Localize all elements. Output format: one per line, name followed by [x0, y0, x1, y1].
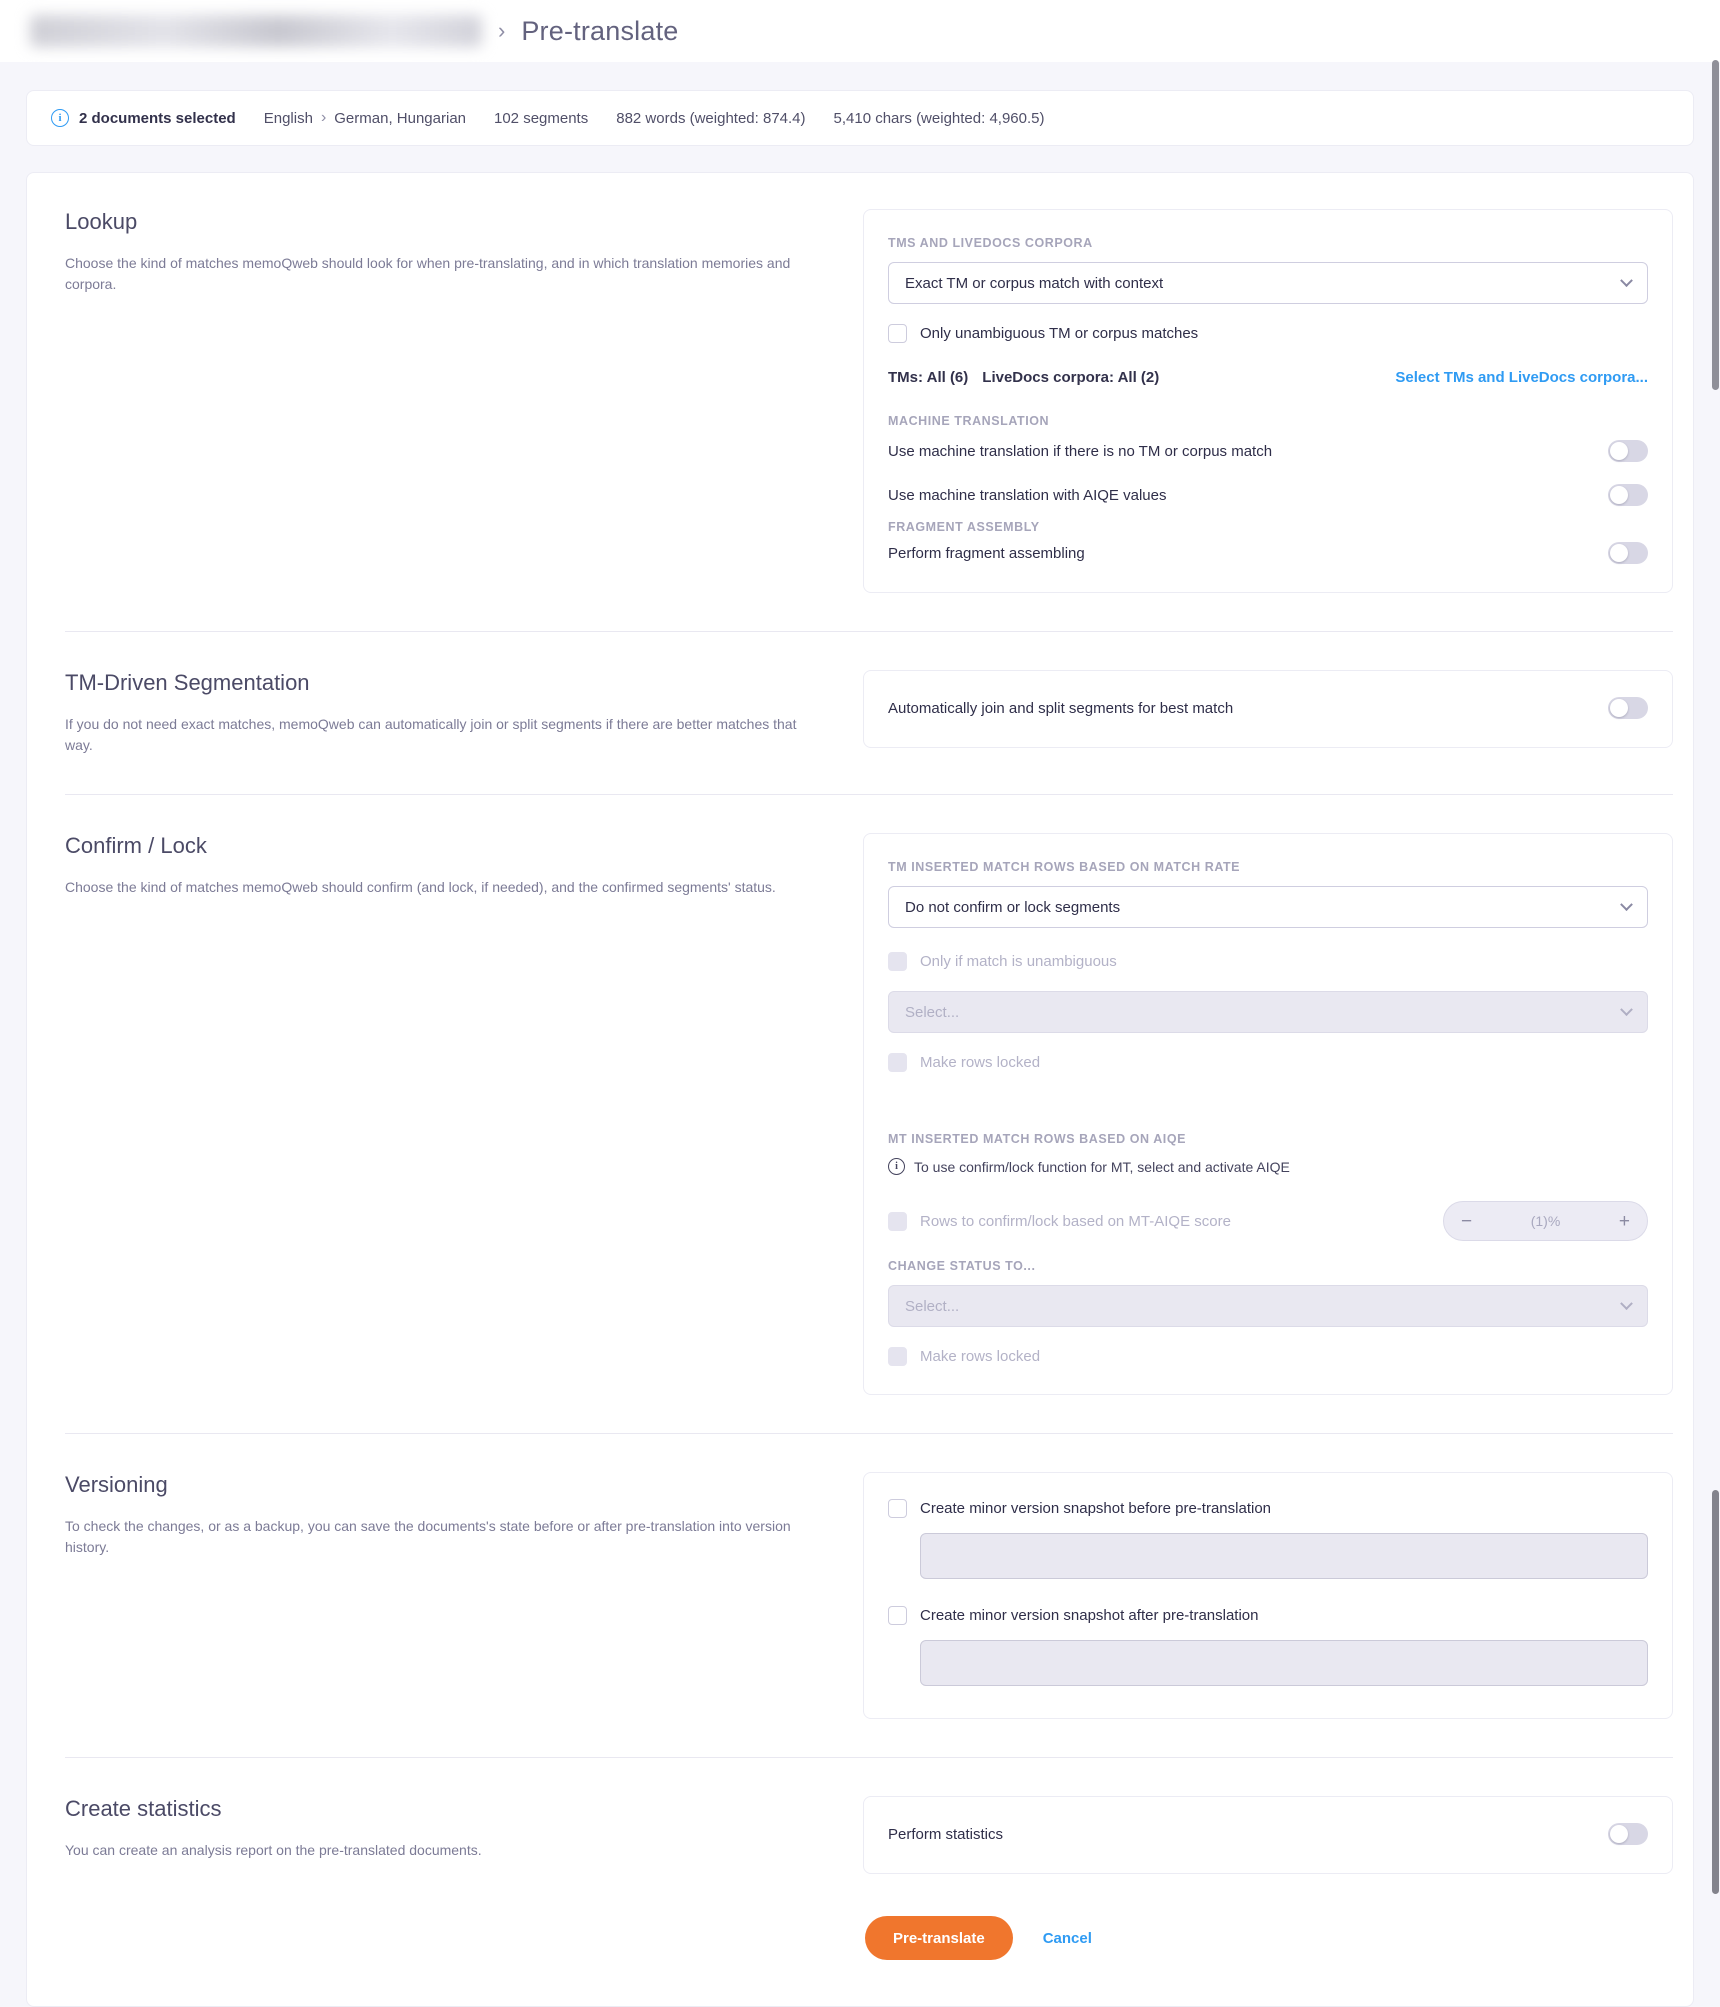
join-split-toggle[interactable] — [1608, 697, 1648, 719]
words-count: 882 words (weighted: 874.4) — [616, 109, 806, 127]
checkbox[interactable] — [888, 1606, 907, 1625]
mt-no-match-toggle[interactable] — [1608, 440, 1648, 462]
top-bar — [0, 0, 1720, 62]
select-tms-link[interactable]: Select TMs and LiveDocs corpora... — [1395, 369, 1648, 386]
versioning-description: To check the changes, or as a backup, you can save the documents's state before or after pre-translation into version history. — [65, 1518, 791, 1555]
mt-aiqe-score-label: Rows to confirm/lock based on MT-AIQE score — [920, 1212, 1231, 1230]
chevron-down-icon — [1620, 274, 1633, 287]
aiqe-score-stepper — [1443, 1201, 1648, 1241]
divider — [65, 794, 1673, 795]
chevron-down-icon — [1620, 1297, 1633, 1310]
actions-row — [865, 1916, 1673, 1960]
checkbox-disabled — [888, 1347, 907, 1366]
checkbox-disabled — [888, 1212, 907, 1231]
snapshot-after-checkbox-row[interactable] — [888, 1606, 1648, 1625]
match-type-select[interactable] — [888, 262, 1648, 304]
confirm-mode-select-value: Do not confirm or lock segments — [905, 898, 1121, 916]
cancel-link[interactable]: Cancel — [1042, 1929, 1092, 1947]
versioning-title: Versioning — [65, 1472, 168, 1497]
chevron-down-icon — [1620, 898, 1633, 911]
documents-selected: 2 documents selected — [79, 109, 236, 127]
only-unambiguous-checkbox-row[interactable] — [888, 324, 1648, 343]
join-split-label: Automatically join and split segments for best match — [888, 699, 1234, 717]
fragment-toggle-label: Perform fragment assembling — [888, 544, 1085, 562]
selection-summary-bar — [26, 90, 1694, 146]
mt-aiqe-label: Use machine translation with AIQE values — [888, 486, 1167, 504]
make-rows-locked-label: Make rows locked — [920, 1054, 1041, 1071]
aiqe-info-text: To use confirm/lock function for MT, select and activate AIQE — [914, 1158, 1290, 1175]
perform-statistics-toggle[interactable] — [1608, 1823, 1648, 1845]
livedocs-summary: LiveDocs corpora: All (2) — [982, 369, 1160, 386]
mt-aiqe-score-row — [888, 1201, 1648, 1241]
checkbox-disabled — [888, 952, 907, 971]
confirm-lock-title: Confirm / Lock — [65, 833, 207, 858]
snapshot-after-name-input — [920, 1640, 1648, 1686]
plus-icon: + — [1618, 1210, 1630, 1232]
lookup-description: Choose the kind of matches memoQweb should look for when pre-translating, and in which translation memories and corpora. — [65, 255, 791, 292]
info-icon: i — [51, 109, 69, 127]
tm-selection-summary-row — [888, 369, 1648, 386]
snapshot-before-label: Create minor version snapshot before pre-translation — [920, 1500, 1272, 1517]
scrollbar-thumb[interactable] — [1712, 60, 1719, 390]
target-languages: German, Hungarian — [334, 109, 466, 127]
snapshot-after-label: Create minor version snapshot after pre-translation — [920, 1607, 1259, 1624]
segments-count: 102 segments — [494, 109, 589, 127]
mt-no-match-toggle-row — [888, 440, 1648, 462]
segmentation-description: If you do not need exact matches, memoQweb can automatically join or split segments if there are better matches that way. — [65, 716, 797, 753]
make-rows-locked-label-2: Make rows locked — [920, 1348, 1041, 1365]
chars-count: 5,410 chars (weighted: 4,960.5) — [833, 109, 1045, 127]
checkbox[interactable] — [888, 324, 907, 343]
confirm-mode-select[interactable] — [888, 886, 1648, 928]
only-unambiguous-label: Only unambiguous TM or corpus matches — [920, 325, 1199, 342]
machine-translation-label: MACHINE TRANSLATION — [888, 414, 1050, 428]
chevron-right-icon: › — [320, 109, 327, 126]
status-select-placeholder: Select... — [905, 1003, 960, 1021]
page-title: Pre-translate — [521, 15, 679, 46]
make-rows-locked-row — [888, 1053, 1648, 1072]
chevron-down-icon — [1620, 1003, 1633, 1016]
statistics-panel — [863, 1796, 1673, 1874]
segmentation-panel — [863, 670, 1673, 748]
perform-statistics-toggle-row — [888, 1823, 1648, 1845]
segmentation-title: TM-Driven Segmentation — [65, 670, 310, 695]
versioning-panel — [863, 1472, 1673, 1719]
mt-aiqe-toggle-row — [888, 484, 1648, 506]
section-lookup — [65, 209, 1673, 593]
mt-rows-label: MT INSERTED MATCH ROWS BASED ON AIQE — [888, 1132, 1187, 1146]
fragment-toggle-row — [888, 542, 1648, 564]
confirm-lock-description: Choose the kind of matches memoQweb should confirm (and lock, if needed), and the confirmed segments' status. — [65, 879, 776, 895]
stepper-value: (1)% — [1530, 1213, 1561, 1229]
fragment-assembly-label: FRAGMENT ASSEMBLY — [888, 520, 1040, 534]
lookup-panel — [863, 209, 1673, 593]
perform-statistics-label: Perform statistics — [888, 1825, 1004, 1843]
aiqe-info-row — [888, 1158, 1648, 1175]
statistics-title: Create statistics — [65, 1796, 222, 1821]
change-status-placeholder: Select... — [905, 1297, 960, 1315]
checkbox[interactable] — [888, 1499, 907, 1518]
match-type-select-value: Exact TM or corpus match with context — [905, 274, 1164, 292]
breadcrumb — [30, 15, 679, 47]
scrollbar-thumb-bottom[interactable] — [1712, 1490, 1719, 1894]
pre-translate-button[interactable]: Pre-translate — [865, 1916, 1013, 1960]
snapshot-before-checkbox-row[interactable] — [888, 1499, 1648, 1518]
tm-rows-label: TM INSERTED MATCH ROWS BASED ON MATCH RATE — [888, 860, 1241, 874]
fragment-toggle[interactable] — [1608, 542, 1648, 564]
status-select-disabled — [888, 991, 1648, 1033]
source-language: English — [263, 109, 313, 127]
section-statistics — [65, 1796, 1673, 1874]
change-status-label: CHANGE STATUS TO... — [888, 1259, 1036, 1273]
divider — [65, 631, 1673, 632]
pre-translate-settings-card — [26, 172, 1694, 2007]
mt-aiqe-score-checkbox-row — [888, 1212, 1231, 1231]
mt-no-match-label: Use machine translation if there is no TM or corpus match — [888, 442, 1273, 460]
breadcrumb-project-redacted[interactable] — [30, 15, 482, 47]
checkbox-disabled — [888, 1053, 907, 1072]
snapshot-before-name-input — [920, 1533, 1648, 1579]
tms-summary: TMs: All (6) — [888, 369, 969, 386]
only-if-unambiguous-checkbox-row — [888, 952, 1648, 971]
section-versioning — [65, 1472, 1673, 1719]
statistics-description: You can create an analysis report on the pre-translated documents. — [65, 1842, 482, 1858]
minus-icon: − — [1461, 1210, 1473, 1232]
divider — [65, 1433, 1673, 1434]
only-if-unambiguous-label: Only if match is unambiguous — [920, 953, 1117, 970]
tms-corpora-label: TMS AND LIVEDOCS CORPORA — [888, 236, 1093, 250]
language-pair — [264, 109, 466, 127]
divider — [65, 1757, 1673, 1758]
section-confirm-lock — [65, 833, 1673, 1395]
lookup-title: Lookup — [65, 209, 138, 234]
mt-aiqe-toggle[interactable] — [1608, 484, 1648, 506]
breadcrumb-separator: › — [498, 18, 506, 43]
join-split-toggle-row — [888, 697, 1648, 719]
make-rows-locked-row-2 — [888, 1347, 1648, 1366]
confirm-lock-panel — [863, 833, 1673, 1395]
section-segmentation — [65, 670, 1673, 756]
change-status-select-disabled — [888, 1285, 1648, 1327]
info-icon: i — [888, 1158, 905, 1175]
